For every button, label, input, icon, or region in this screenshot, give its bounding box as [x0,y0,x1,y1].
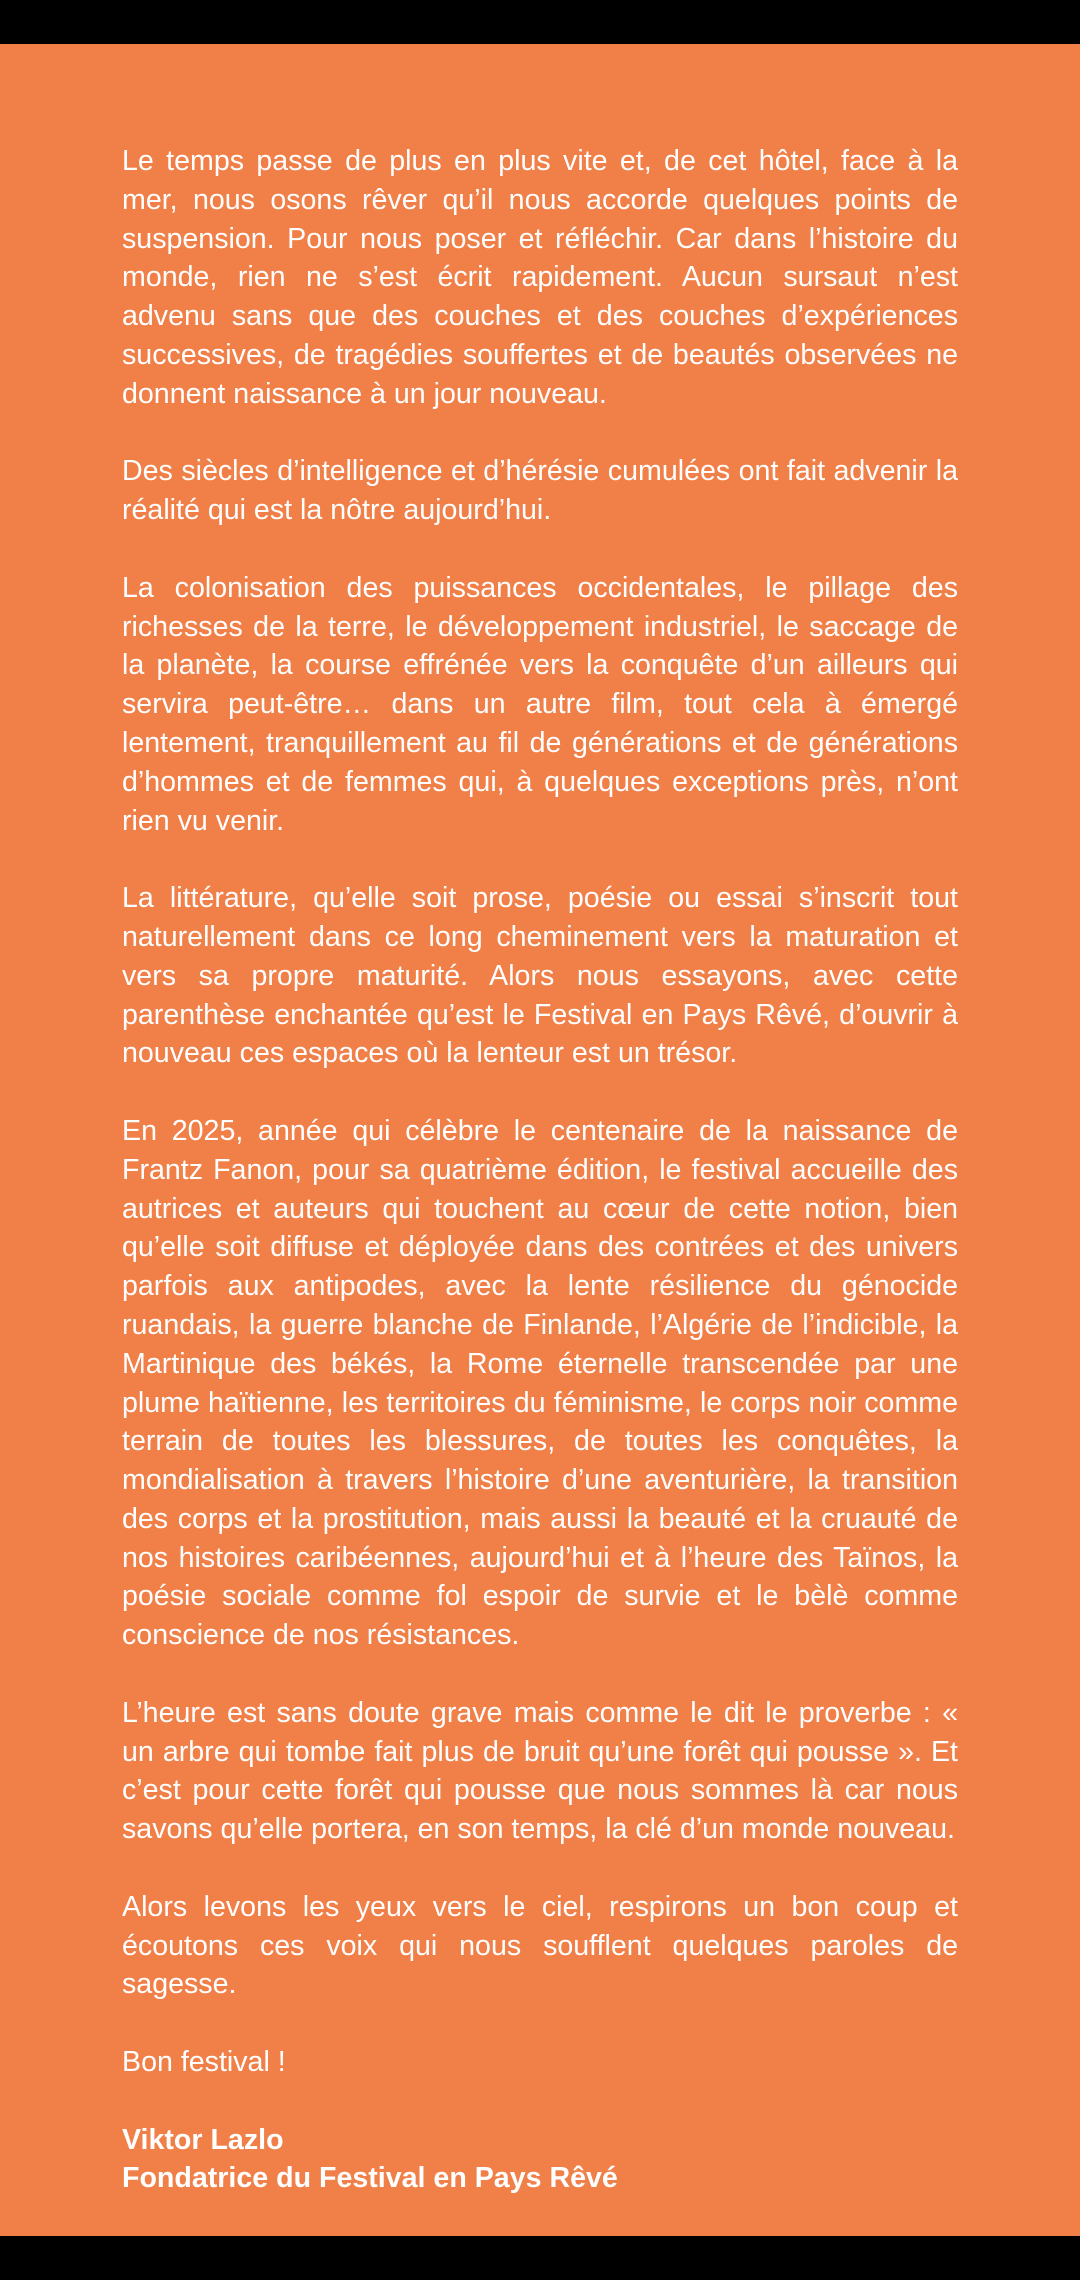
paragraph-5: En 2025, année qui célèbre le centenaire de la naissance de Frantz Fanon, pour sa quatrième édition, le festival accueille des autrices et auteurs qui touchent au cœur de cette notion, bien qu’elle soit diffuse et déployée dans des contrées et des univers parfois aux antipodes, avec la lente résilience du génocide ruandais, la guerre blanche de Finlande, l’Algérie de l’indicible, la Martinique des békés, la Rome éternelle transcendée par une plume haïtienne, les territoires du féminisme, le corps noir comme terrain de toutes les blessures, de toutes les conquêtes, la mondialisation à travers l’histoire d’une aventurière, la transition des corps et la prostitution, mais aussi la beauté et la cruauté de nos histoires caribéennes, aujourd’hui et à l’heure des Taïnos, la poésie sociale comme fol espoir de survie et le bèlè comme conscience de nos résistances. [122,1114,958,1652]
paragraph-4: La littérature, qu’elle soit prose, poésie ou essai s’inscrit tout naturellement dans ce long cheminement vers la maturation et vers sa propre maturité. Alors nous essayons, avec cette parenthèse enchantée qu’est le Festival en Pays Rêvé, d’ouvrir à nouveau ces espaces où la lenteur est un trésor. [122,882,958,1070]
paragraph-1: Le temps passe de plus en plus vite et, de cet hôtel, face à la mer, nous osons rêver qu’il nous accorde quelques points de suspension. Pour nous poser et réfléchir. Car dans l’histoire du monde, rien ne s’est écrit rapidement. Aucun sursaut n’est advenu sans que des couches et des couches d’expériences successives, de tragédies souffertes et de beautés observées ne donnent naissance à un jour nouveau. [122,145,958,410]
paragraph-2: Des siècles d’intelligence et d’hérésie cumulées ont fait advenir la réalité qui est la nôtre aujourd’hui. [122,455,958,527]
signature-name: Viktor Lazlo [122,2123,284,2156]
signature-role: Fondatrice du Festival en Pays Rêvé [122,2162,618,2195]
document-page[interactable] [0,44,1080,2236]
paragraph-7: Alors levons les yeux vers le ciel, respirons un bon coup et écoutons ces voix qui nous soufflent quelques paroles de sagesse. [122,1890,958,2001]
paragraph-6: L’heure est sans doute grave mais comme le dit le proverbe : « un arbre qui tombe fait plus de bruit qu’une forêt qui pousse ». Et c’est pour cette forêt qui pousse que nous sommes là car nous savons qu’elle portera, en son temps, la clé d’un monde nouveau. [122,1696,958,1846]
document-body [122,142,958,2198]
status-bar [0,0,1080,44]
closing-line: Bon festival ! [122,2046,286,2079]
navigation-bar [0,2236,1080,2280]
paragraph-3: La colonisation des puissances occidentales, le pillage des richesses de la terre, le développement industriel, le saccage de la planète, la course effrénée vers la conquête d’un ailleurs qui servira peut-être… dans un autre film, tout cela à émergé lentement, tranquillement au fil de générations et de générations d’hommes et de femmes qui, à quelques exceptions près, n’ont rien vu venir. [122,571,958,837]
